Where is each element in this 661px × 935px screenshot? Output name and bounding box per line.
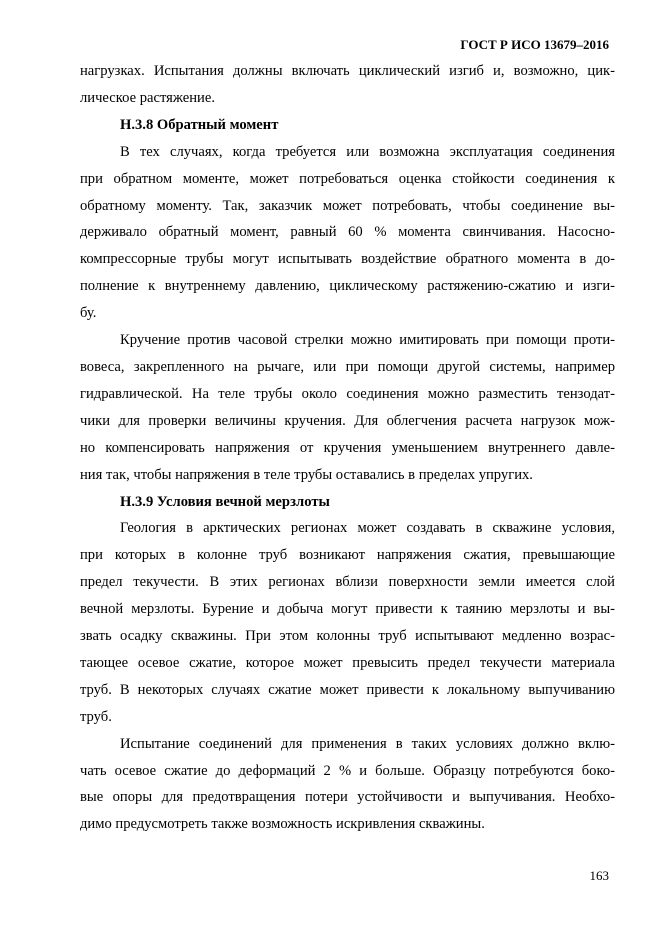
text-line: труб. bbox=[80, 708, 112, 725]
page-number: 163 bbox=[589, 868, 609, 883]
text-line: нагрузках. Испытания должны включать циклический изгиб и, возможно, цик- bbox=[80, 63, 615, 79]
text-line: звать осадку скважины. При этом колонны труб испытывают медленно возрас- bbox=[80, 628, 615, 645]
text-line: компрессорные трубы могут испытывать воздействие обратного момента в до- bbox=[80, 251, 615, 268]
text-line: тающее осевое сжатие, которое может превысить предел текучести материала bbox=[80, 654, 615, 671]
text-line: чать осевое сжатие до деформаций 2 % и больше. Образцу потребуются боко- bbox=[80, 762, 615, 779]
text-line: полнение к внутреннему давлению, циклическому растяжению-сжатию и изги- bbox=[80, 278, 615, 295]
paragraph-reverse-torque bbox=[80, 139, 615, 327]
text-line: предел текучести. В этих регионах вблизи поверхности земли имеется слой bbox=[80, 574, 615, 591]
text-line: Испытание соединений для применения в таких условиях должно вклю- bbox=[120, 735, 615, 752]
paragraph-continuation bbox=[80, 58, 615, 112]
text-line: ния так, чтобы напряжения в теле трубы оставались в пределах упругих. bbox=[80, 466, 533, 483]
text-line: при обратном моменте, может потребоваться оценка стойкости соединения к bbox=[80, 170, 615, 187]
text-line: обратному моменту. Так, заказчик может потребовать, чтобы соединение вы- bbox=[80, 197, 615, 214]
text-line: но компенсировать напряжения от кручения уменьшением внутреннего давле- bbox=[80, 439, 615, 456]
section-heading-h-3-8: Н.3.8 Обратный момент bbox=[120, 116, 279, 133]
text-line: вые опоры для предотвращения потери устойчивости и выпучивания. Необхо- bbox=[80, 789, 615, 806]
text-line: держивало обратный момент, равный 60 % момента свинчивания. Насосно- bbox=[80, 224, 615, 241]
text-line: при которых в колонне труб возникают напряжения сжатия, превышающие bbox=[80, 547, 615, 564]
paragraph-permafrost bbox=[80, 515, 615, 730]
text-line: В тех случаях, когда требуется или возможна эксплуатация соединения bbox=[120, 143, 615, 160]
text-line: димо предусмотреть также возможность искривления скважины. bbox=[80, 816, 485, 833]
text-line: гидравлической. На теле трубы около соединения можно разместить тензодат- bbox=[80, 385, 615, 402]
page-body bbox=[80, 58, 615, 838]
paragraph-torsion bbox=[80, 327, 615, 488]
text-line: Кручение против часовой стрелки можно имитировать при помощи проти- bbox=[120, 332, 615, 349]
text-line: Геология в арктических регионах может создавать в скважине условия, bbox=[120, 520, 615, 537]
text-line: труб. В некоторых случаях сжатие может привести к локальному выпучиванию bbox=[80, 681, 615, 698]
text-line: чики для проверки величины кручения. Для облегчения расчета нагрузок мож- bbox=[80, 412, 615, 429]
text-line: бу. bbox=[80, 305, 97, 322]
text-line: вечной мерзлоты. Бурение и добыча могут привести к таянию мерзлоты и вы- bbox=[80, 601, 615, 618]
text-line: лическое растяжение. bbox=[80, 89, 215, 106]
section-heading-h-3-9: Н.3.9 Условия вечной мерзлоты bbox=[120, 493, 330, 510]
document-header: ГОСТ Р ИСО 13679–2016 bbox=[460, 37, 609, 52]
text-line: вовеса, закрепленного на рычаге, или при помощи другой системы, например bbox=[80, 358, 615, 375]
paragraph-joint-testing bbox=[80, 731, 615, 839]
